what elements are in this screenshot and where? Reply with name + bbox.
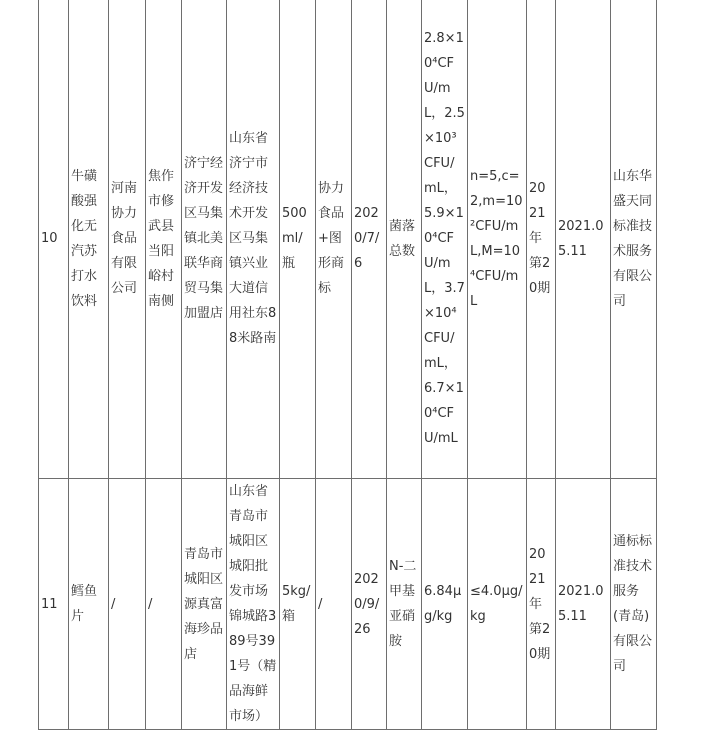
sample-name: 鳕鱼片 bbox=[69, 479, 109, 730]
failed-item: 菌落总数 bbox=[387, 0, 422, 479]
notice-date: 2021.05.11 bbox=[556, 479, 611, 730]
sample-name: 牛磺酸强化无汽苏打水饮料 bbox=[69, 0, 109, 479]
seller-address: 山东省青岛市城阳区城阳批发市场锦城路389号391号（精品海鲜市场） bbox=[227, 479, 280, 730]
test-result: 2.8×10⁴CFU/mL，2.5×10³CFU/mL，5.9×10⁴CFU/mL，3.7×10⁴CFU/mL，6.7×10⁴CFU/mL bbox=[422, 0, 468, 479]
standard-value: ≤4.0μg/kg bbox=[468, 479, 527, 730]
row-number: 11 bbox=[39, 479, 69, 730]
notice-issue: 2021年第20期 bbox=[527, 0, 556, 479]
notice-date: 2021.05.11 bbox=[556, 0, 611, 479]
table-row bbox=[39, 479, 657, 730]
testing-lab: 通标标准技术服务(青岛)有限公司 bbox=[611, 479, 657, 730]
table-row bbox=[39, 0, 657, 479]
brand: 协力食品+图形商标 bbox=[316, 0, 352, 479]
production-date: 2020/7/6 bbox=[352, 0, 387, 479]
producer-address: 焦作市修武县当阳峪村南侧 bbox=[146, 0, 182, 479]
producer-name: / bbox=[109, 479, 146, 730]
specification: 500ml/瓶 bbox=[280, 0, 316, 479]
seller-address: 山东省济宁市经济技术开发区马集镇兴业大道信用社东88米路南 bbox=[227, 0, 280, 479]
specification: 5kg/箱 bbox=[280, 479, 316, 730]
standard-value: n=5,c=2,m=10²CFU/mL,M=10⁴CFU/mL bbox=[468, 0, 527, 479]
producer-address: / bbox=[146, 479, 182, 730]
row-number: 10 bbox=[39, 0, 69, 479]
testing-lab: 山东华盛天同标准技术服务有限公司 bbox=[611, 0, 657, 479]
notice-issue: 2021年第20期 bbox=[527, 479, 556, 730]
producer-name: 河南协力食品有限公司 bbox=[109, 0, 146, 479]
seller-name: 青岛市城阳区源真富海珍品店 bbox=[182, 479, 227, 730]
production-date: 2020/9/26 bbox=[352, 479, 387, 730]
test-result: 6.84μg/kg bbox=[422, 479, 468, 730]
brand: / bbox=[316, 479, 352, 730]
seller-name: 济宁经济开发区马集镇北美联华商贸马集加盟店 bbox=[182, 0, 227, 479]
inspection-table bbox=[38, 0, 657, 730]
failed-item: N-二甲基亚硝胺 bbox=[387, 479, 422, 730]
